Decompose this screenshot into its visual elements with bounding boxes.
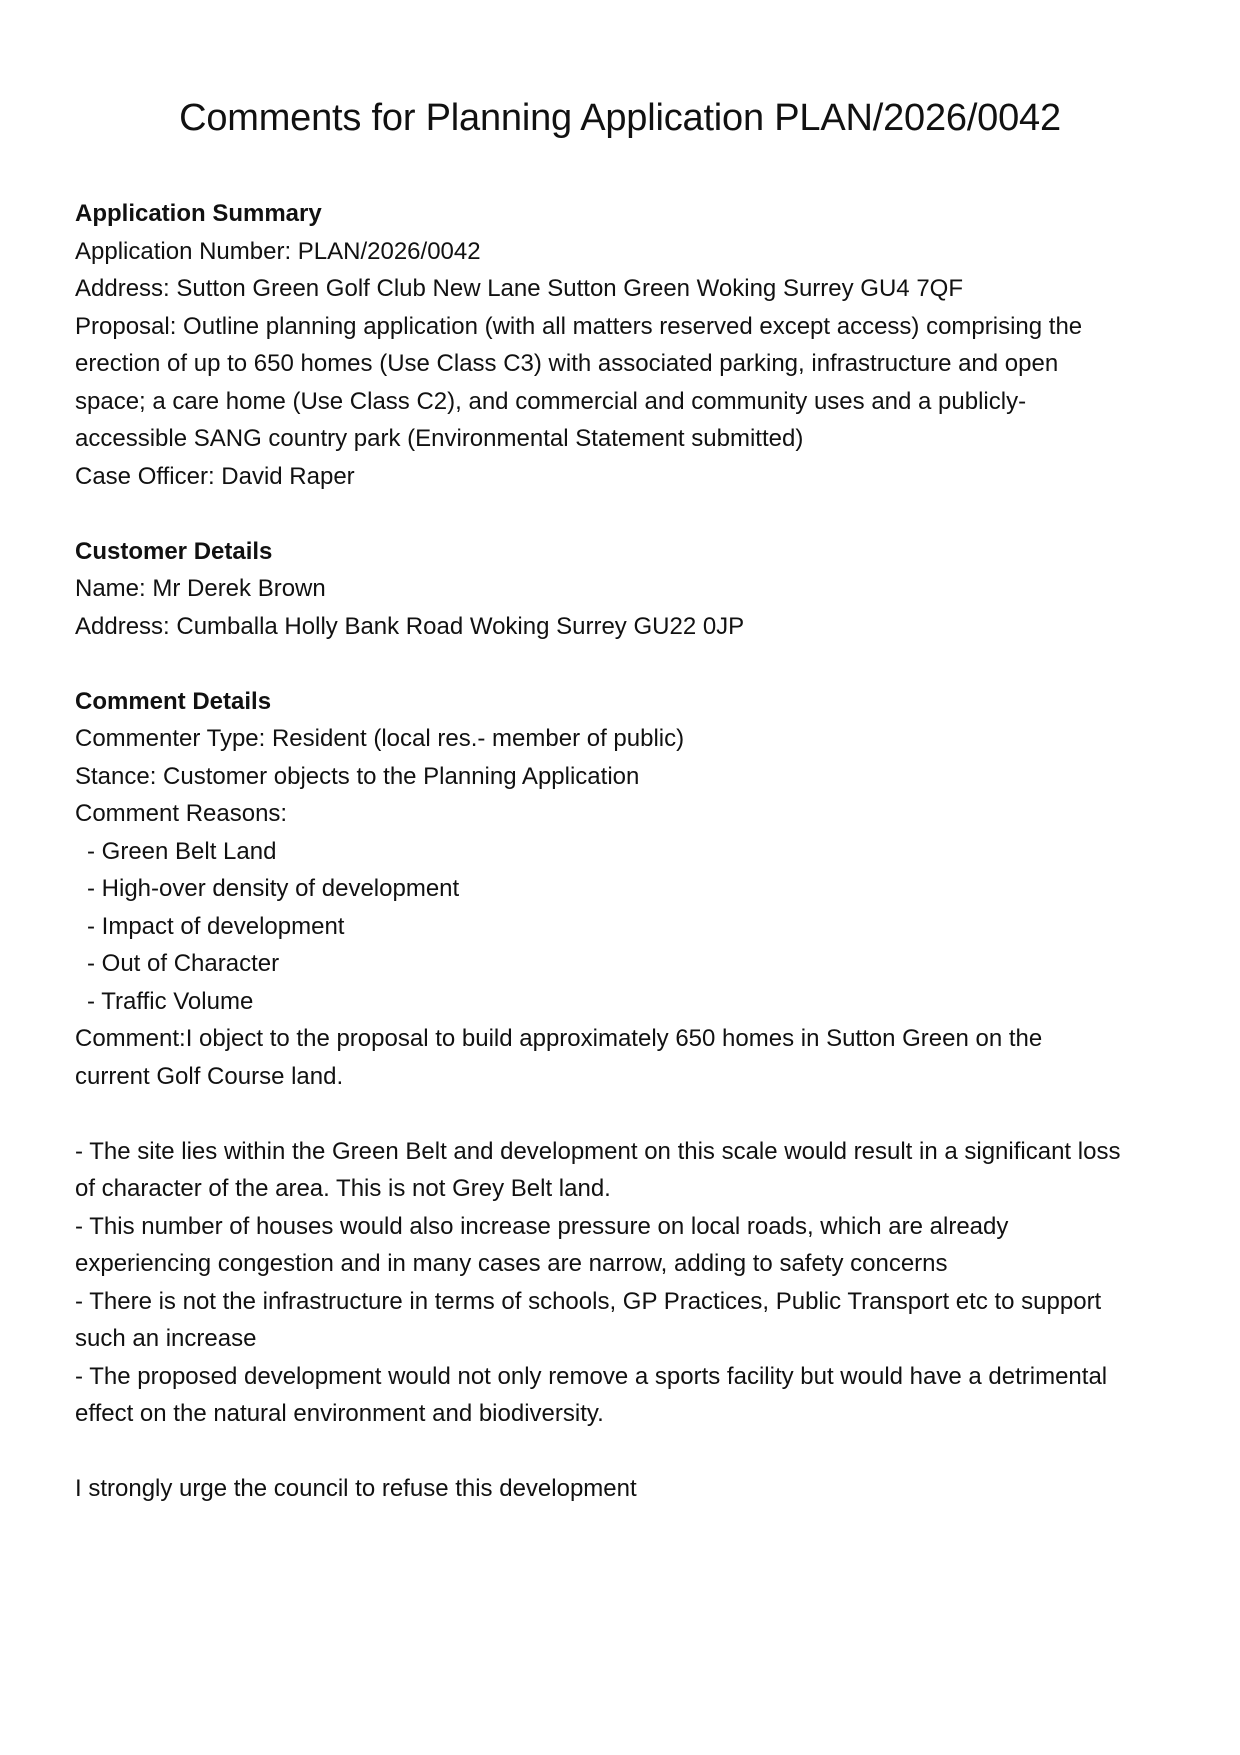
comment-point-line: experiencing congestion and in many cases are narrow, adding to safety concerns [75,1250,948,1277]
document-page [75,88,1175,1508]
proposal-line: accessible SANG country park (Environmental Statement submitted) [75,425,804,452]
comment-reason-item: - Green Belt Land [87,837,277,865]
comment-point-line: of character of the area. This is not Grey Belt land. [75,1175,611,1202]
commenter-type: Commenter Type: Resident (local res.- member of public) [75,725,685,752]
comment-reason-item: - Traffic Volume [87,987,254,1015]
comment-point-line: such an increase [75,1325,257,1352]
application-summary-heading: Application Summary [75,200,322,227]
proposal-line: space; a care home (Use Class C2), and commercial and community uses and a publicly- [75,387,1027,415]
comment-point-line: - There is not the infrastructure in terms of schools, GP Practices, Public Transport etc to support [75,1287,1102,1315]
comment-closing: I strongly urge the council to refuse this development [75,1475,637,1502]
comment-point-line: - The site lies within the Green Belt and development on this scale would result in a significant loss [75,1137,1121,1165]
comment-reason-item: - High-over density of development [87,875,460,902]
comment-details-heading: Comment Details [75,687,272,715]
customer-details-section [75,533,1175,646]
comment-intro-line: Comment:I object to the proposal to build approximately 650 homes in Sutton Green on the [75,1025,1043,1052]
proposal-line: erection of up to 650 homes (Use Class C3) with associated parking, infrastructure and open [75,350,1059,377]
proposal-line: Proposal: Outline planning application (with all matters reserved except access) comprising the [75,312,1083,340]
comment-reason-item: - Out of Character [87,950,280,977]
customer-details-heading: Customer Details [75,537,273,565]
comment-point-line: - The proposed development would not only remove a sports facility but would have a detrimental [75,1362,1108,1390]
comment-intro-line: current Golf Course land. [75,1062,344,1090]
application-summary-section [75,195,1175,495]
stance: Stance: Customer objects to the Planning Application [75,762,640,790]
application-number: Application Number: PLAN/2026/0042 [75,237,481,265]
comment-point-line: effect on the natural environment and biodiversity. [75,1400,604,1427]
customer-name: Name: Mr Derek Brown [75,575,326,602]
page-title: Comments for Planning Application PLAN/2026/0042 [179,97,1061,139]
comment-reason-item: - Impact of development [87,912,345,940]
customer-address: Address: Cumballa Holly Bank Road Woking Surrey GU22 0JP [75,612,745,640]
comment-details-section [75,683,1175,1508]
application-address: Address: Sutton Green Golf Club New Lane Sutton Green Woking Surrey GU4 7QF [75,275,963,302]
comment-reasons-label: Comment Reasons: [75,800,288,827]
case-officer: Case Officer: David Raper [75,462,355,490]
comment-point-line: - This number of houses would also increase pressure on local roads, which are already [75,1212,1009,1240]
